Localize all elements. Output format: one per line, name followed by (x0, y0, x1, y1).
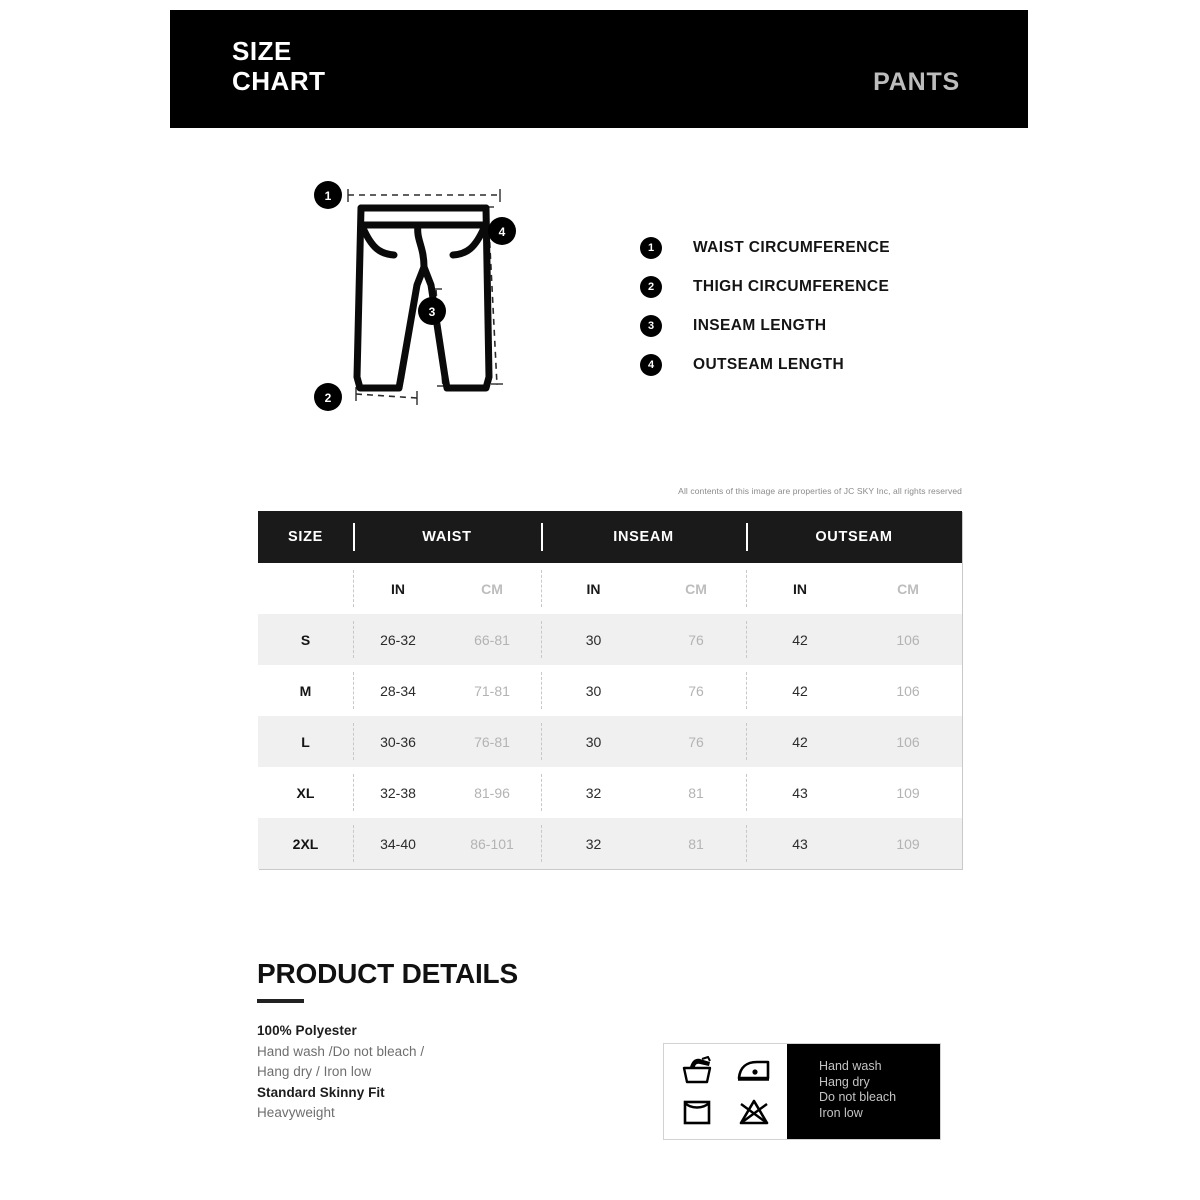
table-unit-row (258, 563, 962, 614)
legend-label-3: INSEAM LENGTH (693, 316, 827, 334)
unit-inseam-in: IN (541, 563, 646, 614)
unit-waist-in: IN (353, 563, 443, 614)
row-outseam-cm: 109 (854, 767, 962, 818)
row-inseam-in: 32 (541, 767, 646, 818)
legend-label-1: WAIST CIRCUMFERENCE (693, 238, 891, 256)
legend-badge-1: 1 (640, 237, 662, 259)
category-label: PANTS (873, 68, 960, 96)
row-inseam-in: 30 (541, 716, 646, 767)
care-label-iron-low: Iron low (819, 1105, 863, 1120)
row-waist-in: 32-38 (353, 767, 443, 818)
legend-item-thigh (640, 267, 980, 306)
row-inseam-in: 30 (541, 665, 646, 716)
row-outseam-in: 42 (746, 614, 854, 665)
row-inseam-cm: 76 (646, 665, 746, 716)
care-instructions-panel (663, 1043, 941, 1140)
row-waist-in: 28-34 (353, 665, 443, 716)
row-outseam-in: 42 (746, 665, 854, 716)
table-row (258, 767, 962, 818)
unit-waist-cm: CM (443, 563, 541, 614)
col-header-size: SIZE (258, 511, 353, 563)
product-details-title: PRODUCT DETAILS (257, 958, 518, 989)
row-outseam-in: 43 (746, 767, 854, 818)
svg-text:1: 1 (324, 189, 332, 203)
legend-badge-3: 3 (640, 315, 662, 337)
care-label-hand-wash: Hand wash (819, 1059, 882, 1073)
legend-item-inseam (640, 306, 980, 345)
copyright-notice: All contents of this image are properties of JC SKY Inc, all rights reserved (678, 486, 962, 496)
col-header-waist: WAIST (353, 511, 541, 563)
row-outseam-cm: 106 (854, 716, 962, 767)
unit-outseam-in: IN (746, 563, 854, 614)
row-size: S (258, 614, 353, 665)
row-outseam-in: 42 (746, 716, 854, 767)
row-waist-cm: 86-101 (443, 818, 541, 869)
unit-inseam-cm: CM (646, 563, 746, 614)
page-title (232, 36, 326, 96)
table-header-row (258, 511, 962, 563)
legend-label-4: OUTSEAM LENGTH (693, 355, 845, 373)
header-bar (170, 10, 1028, 128)
row-inseam-cm: 81 (646, 818, 746, 869)
do-not-bleach-icon (738, 1098, 770, 1126)
hang-dry-icon (682, 1098, 712, 1126)
care-label-no-bleach: Do not bleach (819, 1090, 897, 1104)
care-icon-grid (664, 1044, 787, 1139)
iron-low-icon (736, 1058, 772, 1084)
page-title-line2: CHART (232, 66, 326, 97)
table-row (258, 818, 962, 869)
detail-material: 100% Polyester (257, 1023, 357, 1038)
product-details-list (257, 1021, 657, 1124)
row-inseam-cm: 81 (646, 767, 746, 818)
measurement-legend (640, 228, 980, 384)
unit-outseam-cm: CM (854, 563, 962, 614)
svg-text:3: 3 (428, 305, 436, 319)
svg-text:2: 2 (324, 391, 332, 405)
col-header-inseam: INSEAM (541, 511, 746, 563)
legend-label-2: THIGH CIRCUMFERENCE (693, 277, 890, 295)
row-inseam-in: 32 (541, 818, 646, 869)
care-label-hang-dry: Hang dry (819, 1074, 870, 1089)
table-row (258, 614, 962, 665)
row-waist-cm: 81-96 (443, 767, 541, 818)
row-waist-cm: 71-81 (443, 665, 541, 716)
care-labels (787, 1044, 940, 1139)
legend-badge-4: 4 (640, 354, 662, 376)
table-row (258, 716, 962, 767)
svg-text:4: 4 (498, 225, 506, 239)
row-waist-in: 26-32 (353, 614, 443, 665)
row-size: M (258, 665, 353, 716)
row-inseam-cm: 76 (646, 716, 746, 767)
row-outseam-in: 43 (746, 818, 854, 869)
detail-care-line2: Hang dry / Iron low (257, 1064, 372, 1080)
legend-item-outseam (640, 345, 980, 384)
page-title-line1: SIZE (232, 36, 292, 66)
row-size: 2XL (258, 818, 353, 869)
pants-measurement-diagram (300, 172, 540, 417)
detail-fit: Standard Skinny Fit (257, 1084, 385, 1100)
row-waist-cm: 76-81 (443, 716, 541, 767)
row-outseam-cm: 109 (854, 818, 962, 869)
product-details-section (257, 958, 657, 1124)
row-waist-cm: 66-81 (443, 614, 541, 665)
row-waist-in: 34-40 (353, 818, 443, 869)
col-header-outseam: OUTSEAM (746, 511, 962, 563)
legend-item-waist (640, 228, 980, 267)
detail-care-line1: Hand wash /Do not bleach / (257, 1043, 425, 1059)
unit-spacer (258, 563, 353, 614)
table-row (258, 665, 962, 716)
title-underline (257, 999, 304, 1003)
row-inseam-in: 30 (541, 614, 646, 665)
hand-wash-icon (680, 1056, 714, 1086)
row-outseam-cm: 106 (854, 665, 962, 716)
legend-badge-2: 2 (640, 276, 662, 298)
row-waist-in: 30-36 (353, 716, 443, 767)
detail-weight: Heavyweight (257, 1105, 335, 1121)
size-chart-table (258, 511, 962, 869)
row-size: L (258, 716, 353, 767)
row-size: XL (258, 767, 353, 818)
row-inseam-cm: 76 (646, 614, 746, 665)
row-outseam-cm: 106 (854, 614, 962, 665)
